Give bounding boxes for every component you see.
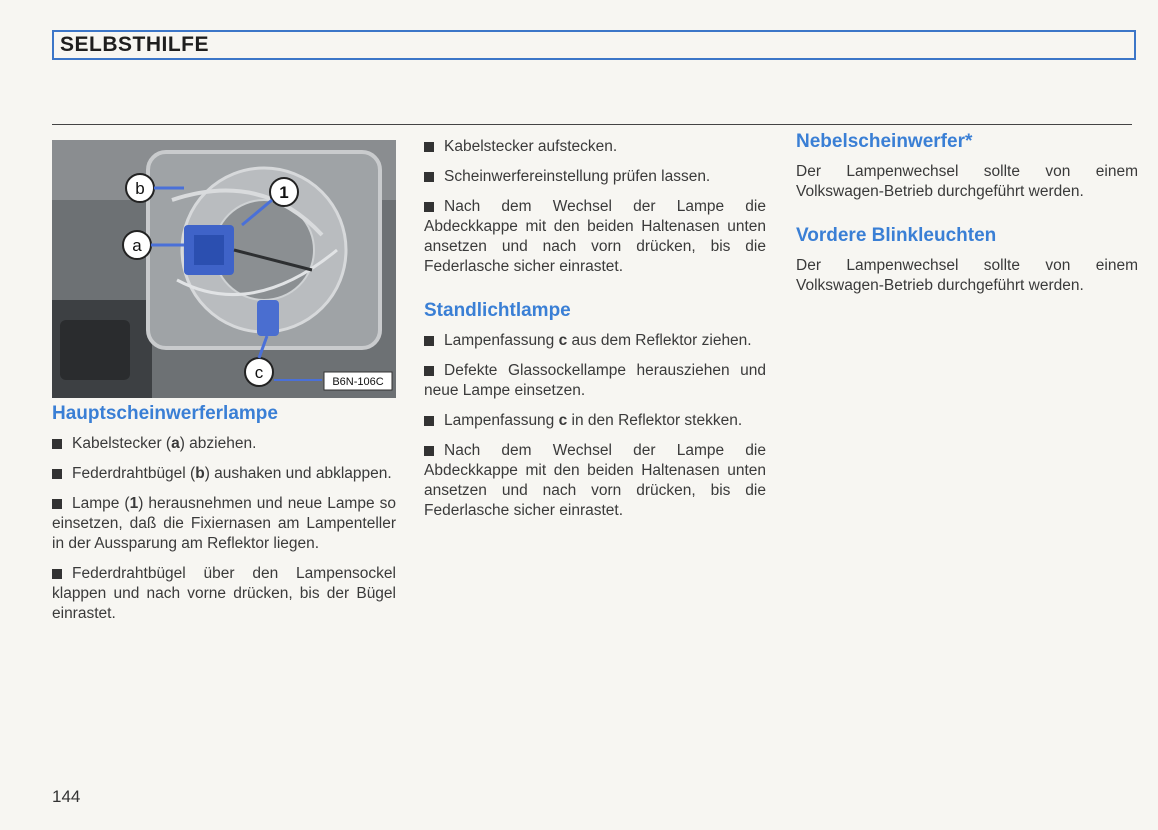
callout-b: b (135, 179, 145, 198)
bullet-icon (424, 336, 434, 346)
bullet-icon (424, 142, 434, 152)
section-title: SELBSTHILFE (60, 33, 210, 56)
column-2 (424, 137, 766, 531)
column-1 (52, 404, 396, 634)
headlight-figure (52, 140, 396, 398)
heading-hauptscheinwerferlampe: Hauptscheinwerferlampe (52, 403, 278, 424)
callout-c: c (254, 363, 264, 382)
paragraph: Der Lampenwechsel sollte von einem Volkswagen-Betrieb durchgeführt werden. (796, 163, 1138, 200)
heading-standlichtlampe: Standlichtlampe (424, 300, 571, 321)
heading-vordere-blinkleuchten: Vordere Blinkleuchten (796, 225, 997, 246)
column-3 (796, 132, 1138, 306)
step-item: Scheinwerfereinstellung prüfen lassen. (424, 167, 766, 187)
step-item: Defekte Glassockellampe herausziehen und neue Lampe einsetzen. (424, 362, 766, 399)
callout-a: a (132, 236, 142, 255)
callout-1: 1 (279, 183, 289, 202)
divider-rule (52, 124, 1132, 125)
step-item: Kabelstecker aufstecken. (424, 137, 766, 157)
heading-nebelscheinwerfer: Nebelscheinwerfer* (796, 131, 973, 152)
bullet-icon (52, 569, 62, 579)
step-item: Kabelstecker (a) abziehen. (52, 434, 396, 454)
bullet-icon (52, 469, 62, 479)
page-number: 144 (52, 787, 81, 806)
bullet-icon (52, 439, 62, 449)
step-item: Lampenfassung c in den Reflektor stekken. (424, 411, 766, 431)
bullet-icon (424, 446, 434, 456)
bullet-icon (424, 202, 434, 212)
section-header (52, 30, 1136, 60)
headlight-illustration (52, 140, 396, 398)
figure-code: B6N-106C (332, 376, 384, 388)
bullet-icon (424, 416, 434, 426)
step-item: Nach dem Wechsel der Lampe die Abdeckkappe mit den beiden Haltenasen unten ansetzen und nach vorn drücken, bis die Federlasche sicher einrastet. (424, 198, 766, 275)
step-item: Federdrahtbügel (b) aushaken und abklappen. (52, 464, 396, 484)
step-item: Lampe (1) herausnehmen und neue Lampe so einsetzen, daß die Fixiernasen am Lampenteller in der Aussparung am Reflektor liegen. (52, 495, 396, 552)
step-item: Nach dem Wechsel der Lampe die Abdeckkappe mit den beiden Haltenasen unten ansetzen und nach vorn drücken, bis die Federlasche sicher einrastet. (424, 442, 766, 519)
bullet-icon (424, 172, 434, 182)
step-item: Federdrahtbügel über den Lampensockel klappen und nach vorne drücken, bis der Bügel einrastet. (52, 565, 396, 622)
step-item: Lampenfassung c aus dem Reflektor ziehen. (424, 331, 766, 351)
bullet-icon (52, 499, 62, 509)
bullet-icon (424, 366, 434, 376)
paragraph: Der Lampenwechsel sollte von einem Volkswagen-Betrieb durchgeführt werden. (796, 257, 1138, 294)
